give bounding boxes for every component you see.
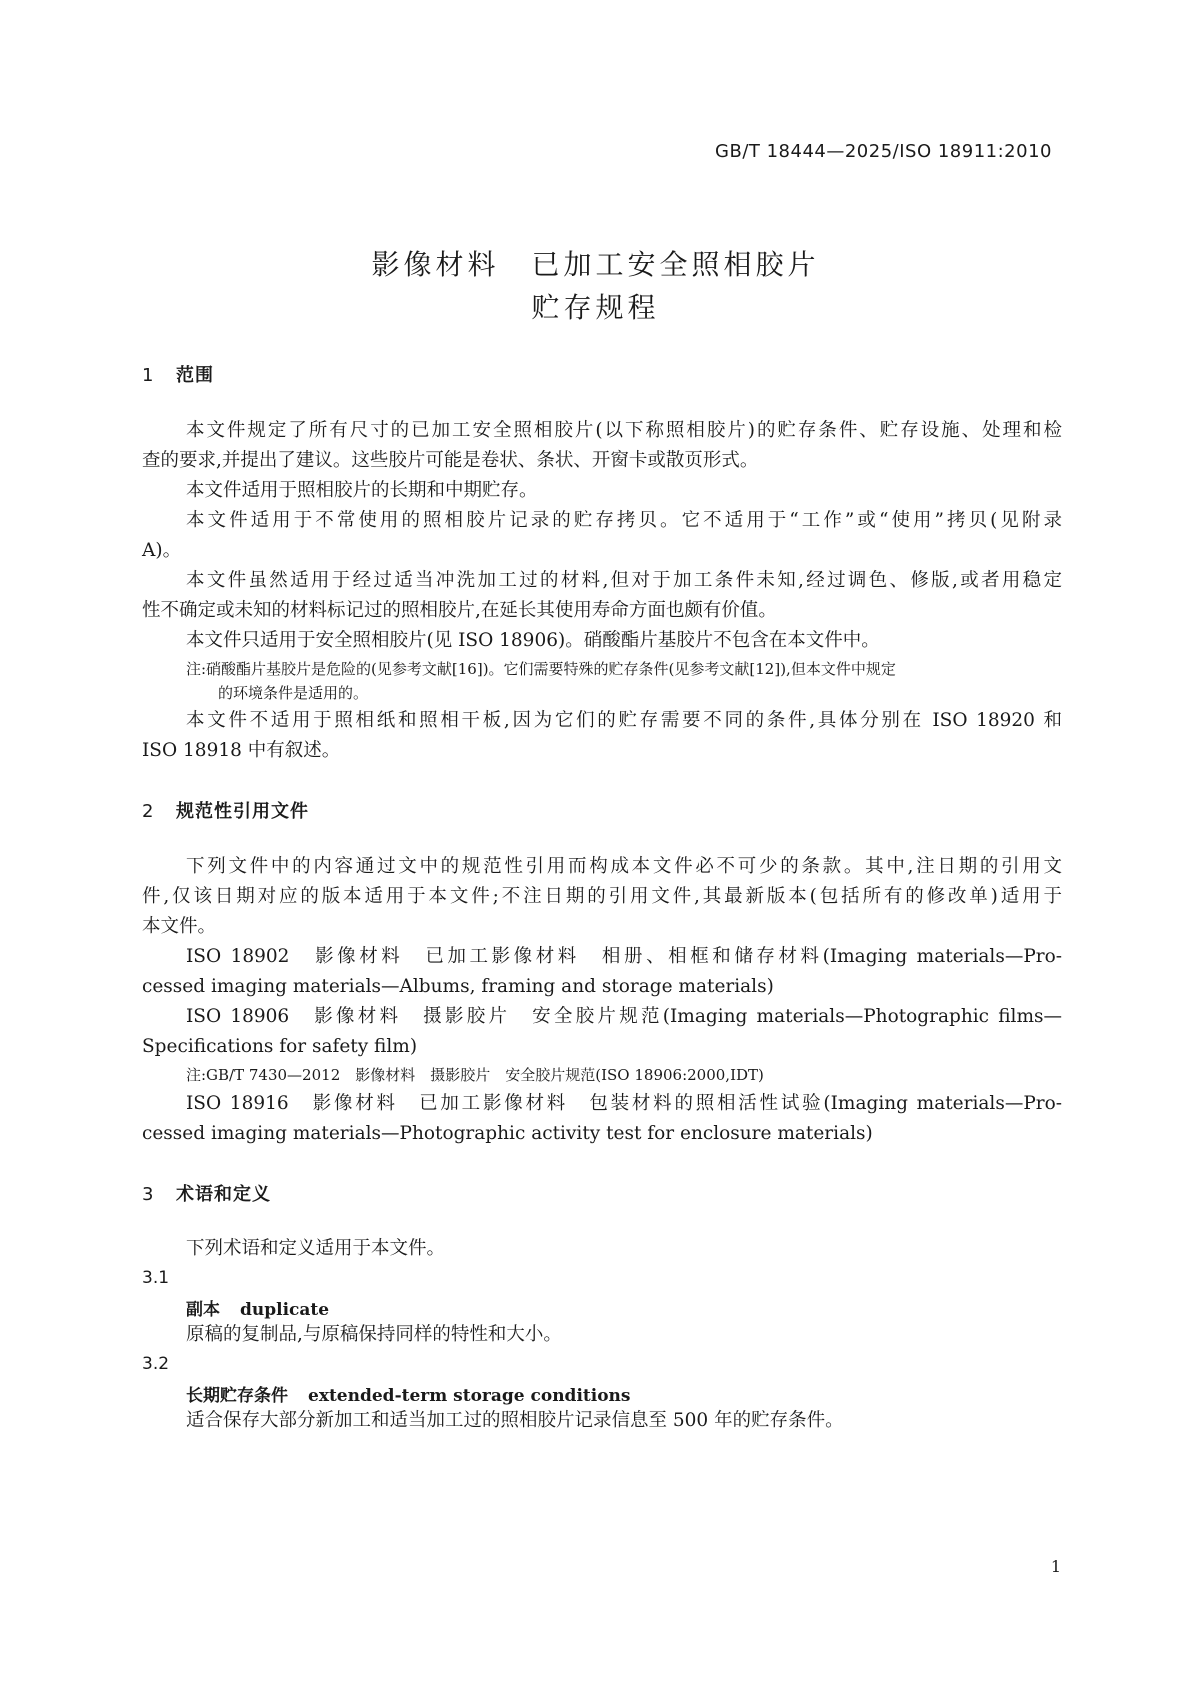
term-definition: 原稿的复制品,与原稿保持同样的特性和大小。 [186, 1324, 562, 1345]
term-zh: 副本 [186, 1300, 220, 1320]
reference-line: ISO 18916 影像材料 已加工影像材料 包装材料的照相活性试验(Imaging materials—Pro- [186, 1093, 1062, 1114]
paragraph-line: 本文件规定了所有尺寸的已加工安全照相胶片(以下称照相胶片)的贮存条件、贮存设施、处理和检 [186, 420, 1062, 441]
term-number: 3.2 [142, 1354, 170, 1374]
note-line: 注:GB/T 7430—2012 影像材料 摄影胶片 安全胶片规范(ISO 18906:2000,IDT) [186, 1066, 764, 1084]
reference-line: cessed imaging materials—Photographic activity test for enclosure materials) [142, 1123, 873, 1144]
note-line: 的环境条件是适用的。 [218, 684, 369, 702]
paragraph-line: 查的要求,并提出了建议。这些胶片可能是卷状、条状、开窗卡或散页形式。 [142, 450, 759, 471]
paragraph-line: 下列文件中的内容通过文中的规范性引用而构成本文件必不可少的条款。其中,注日期的引用文 [186, 856, 1062, 877]
reference-line: cessed imaging materials—Albums, framing and storage materials) [142, 976, 774, 997]
title-line-1: 影像材料 已加工安全照相胶片 [371, 248, 820, 281]
reference-line: ISO 18902 影像材料 已加工影像材料 相册、相框和储存材料(Imaging materials—Pro- [186, 946, 1062, 967]
term-number: 3.1 [142, 1268, 170, 1288]
section-1-heading [142, 361, 214, 387]
paragraph-line: 件,仅该日期对应的版本适用于本文件;不注日期的引用文件,其最新版本(包括所有的修改单)适用于 [142, 886, 1062, 907]
paragraph-line: 本文件只适用于安全照相胶片(见 ISO 18906)。硝酸酯片基胶片不包含在本文件中。 [186, 630, 880, 651]
paragraph-line: 本文件不适用于照相纸和照相干板,因为它们的贮存需要不同的条件,具体分别在 ISO 18920 和 [186, 710, 1062, 731]
paragraph-line: A)。 [142, 540, 182, 561]
section-2-heading [142, 797, 309, 823]
note-line: 注:硝酸酯片基胶片是危险的(见参考文献[16])。它们需要特殊的贮存条件(见参考文献[12]),但本文件中规定 [186, 660, 896, 678]
section-number: 1 [142, 365, 155, 386]
section-3-heading [142, 1180, 271, 1206]
section-title: 范围 [176, 365, 214, 386]
paragraph-line: 本文件虽然适用于经过适当冲洗加工过的材料,但对于加工条件未知,经过调色、修版,或者用稳定 [186, 570, 1062, 591]
document-code: GB/T 18444—2025/ISO 18911:2010 [715, 141, 1052, 162]
page-number: 1 [1050, 1557, 1061, 1576]
term-heading [186, 1381, 631, 1406]
reference-line: Specifications for safety film) [142, 1036, 418, 1057]
section-title: 规范性引用文件 [176, 801, 309, 822]
section-title: 术语和定义 [176, 1184, 271, 1205]
paragraph-line: 本文件适用于照相胶片的长期和中期贮存。 [186, 480, 538, 501]
paragraph-line: 性不确定或未知的材料标记过的照相胶片,在延长其使用寿命方面也颇有价值。 [142, 600, 777, 621]
paragraph-line: 下列术语和定义适用于本文件。 [186, 1238, 446, 1259]
reference-line: ISO 18906 影像材料 摄影胶片 安全胶片规范(Imaging materials—Photographic films— [186, 1006, 1062, 1027]
paragraph-line: 本文件适用于不常使用的照相胶片记录的贮存拷贝。它不适用于“工作”或“使用”拷贝(见附录 [186, 510, 1062, 531]
title-line-2: 贮存规程 [531, 291, 660, 324]
term-en: extended-term storage conditions [308, 1386, 631, 1406]
term-en: duplicate [240, 1300, 330, 1320]
term-definition: 适合保存大部分新加工和适当加工过的照相胶片记录信息至 500 年的贮存条件。 [186, 1410, 844, 1431]
section-number: 3 [142, 1184, 155, 1205]
paragraph-line: 本文件。 [142, 916, 217, 937]
term-zh: 长期贮存条件 [186, 1386, 288, 1406]
section-number: 2 [142, 801, 155, 822]
term-heading [186, 1295, 329, 1320]
paragraph-line: ISO 18918 中有叙述。 [142, 740, 341, 761]
